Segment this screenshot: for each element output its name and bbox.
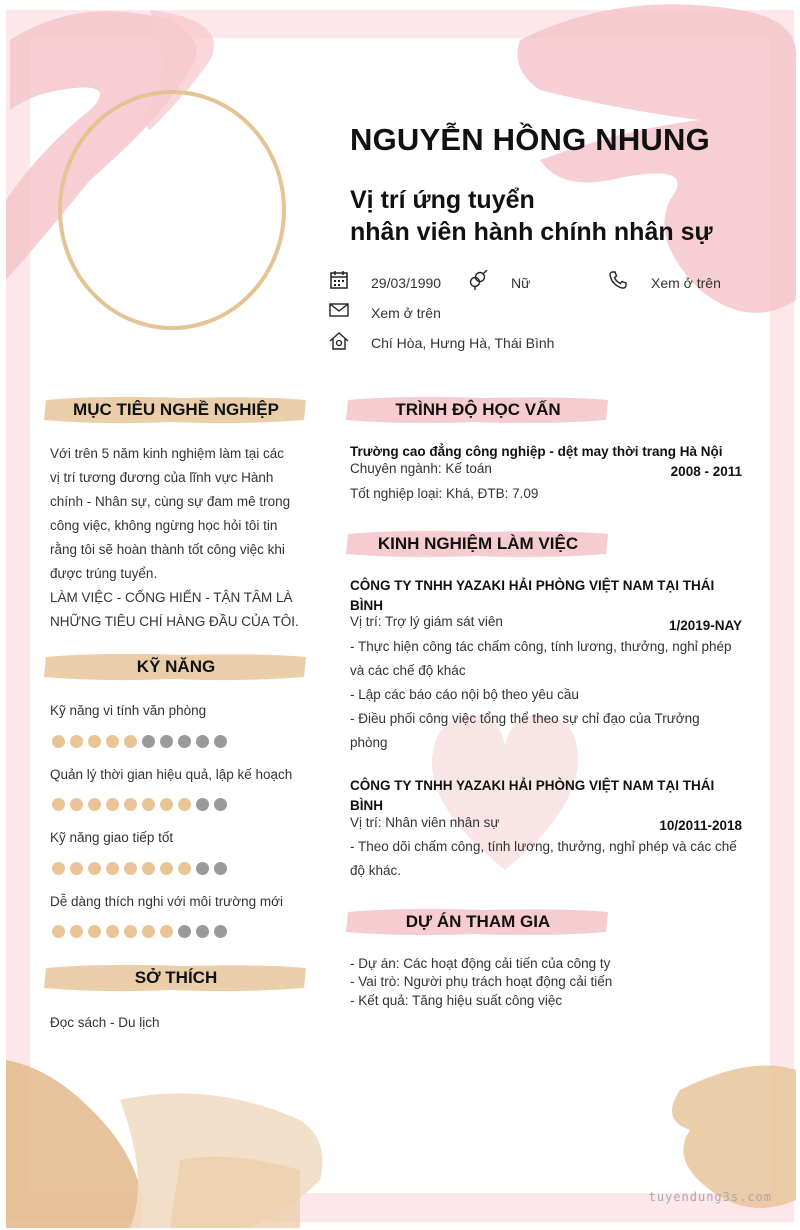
rating-dot-empty (196, 735, 209, 748)
rating-dot-filled (106, 798, 119, 811)
rating-dot-filled (124, 798, 137, 811)
rating-dot-filled (70, 925, 83, 938)
job-line: và các chế độ khác (350, 663, 466, 678)
rating-dot-empty (214, 735, 227, 748)
skill-rating (52, 735, 227, 748)
rating-dot-filled (106, 862, 119, 875)
objective-line: NHỮNG TIÊU CHÍ HÀNG ĐẦU CỦA TÔI. (50, 614, 299, 629)
job-line: - Lập các báo cáo nội bộ theo yêu cầu (350, 687, 579, 702)
rating-dot-filled (52, 925, 65, 938)
education-period: 2008 - 2011 (670, 464, 742, 479)
position-line-1: Vị trí ứng tuyển (350, 186, 535, 214)
rating-dot-empty (178, 925, 191, 938)
rating-dot-filled (142, 798, 155, 811)
objective-line: rằng tôi sẽ hoàn thành tốt công việc khi (50, 542, 285, 557)
position-line-2: nhân viên hành chính nhân sự (350, 218, 713, 246)
skill-label: Quản lý thời gian hiệu quả, lập kế hoạch (50, 767, 293, 782)
candidate-name: NGUYỄN HỒNG NHUNG (350, 122, 710, 157)
experience-title: KINH NGHIỆM LÀM VIỆC (377, 534, 579, 553)
tan-brush-bottom-left (0, 1040, 340, 1230)
rating-dot-filled (52, 735, 65, 748)
position-title (350, 184, 713, 248)
project-line: - Kết quả: Tăng hiệu suất công việc (350, 993, 563, 1008)
job-period: 1/2019-NAY (668, 618, 742, 633)
skill-rating (52, 862, 227, 875)
skill-label: Kỹ năng vi tính văn phòng (50, 703, 207, 718)
skill-label: Kỹ năng giao tiếp tốt (50, 830, 174, 845)
objective-line: vị trí tương đương của lĩnh vực Hành (50, 470, 274, 485)
objective-line: Với trên 5 năm kinh nghiệm làm tại các (50, 446, 284, 461)
education-title: TRÌNH ĐỘ HỌC VẤN (395, 400, 561, 419)
rating-dot-filled (88, 862, 101, 875)
rating-dot-filled (124, 862, 137, 875)
job-line: - Điều phối công việc tổng thể theo sự chỉ đạo của Trưởng (350, 711, 700, 726)
rating-dot-empty (214, 862, 227, 875)
rating-dot-empty (196, 798, 209, 811)
job-role: Vị trí: Trợ lý giám sát viên (350, 614, 503, 629)
rating-dot-filled (160, 798, 173, 811)
rating-dot-filled (178, 862, 191, 875)
job-company: CÔNG TY TNHH YAZAKI HẢI PHÒNG VIỆT NAM TẠI THÁI (350, 578, 715, 593)
rating-dot-filled (124, 925, 137, 938)
project-line: - Vai trò: Người phụ trách hoạt động cải tiến (350, 974, 613, 989)
rating-dot-empty (142, 735, 155, 748)
objective-line: LÀM VIỆC - CỐNG HIẾN - TẬN TÂM LÀ (50, 590, 293, 605)
job-role: Vị trí: Nhân viên nhân sự (350, 815, 500, 830)
rating-dot-filled (88, 925, 101, 938)
job-line: phòng (350, 735, 388, 750)
hobbies-text: Đọc sách - Du lịch (50, 1015, 160, 1030)
objective-title: MỤC TIÊU NGHỀ NGHIỆP (73, 400, 279, 419)
rating-dot-empty (214, 798, 227, 811)
phone-icon (608, 270, 628, 290)
objective-text (50, 442, 320, 634)
rating-dot-filled (88, 798, 101, 811)
address-value: Chí Hòa, Hưng Hà, Thái Bình (371, 335, 555, 351)
rating-dot-filled (106, 735, 119, 748)
job-company-cont: BÌNH (350, 798, 383, 813)
rating-dot-filled (52, 862, 65, 875)
objective-line: được trúng tuyển. (50, 566, 158, 581)
dob-value: 29/03/1990 (371, 275, 442, 291)
job-company: CÔNG TY TNHH YAZAKI HẢI PHÒNG VIỆT NAM TẠI THÁI (350, 778, 715, 793)
home-icon (329, 331, 349, 351)
rating-dot-filled (70, 798, 83, 811)
rating-dot-empty (214, 925, 227, 938)
pink-brush-top-right (500, 0, 800, 340)
rating-dot-empty (160, 735, 173, 748)
education-grade: Tốt nghiệp loại: Khá, ĐTB: 7.09 (350, 486, 539, 501)
site-watermark: tuyendung3s.com (648, 1190, 772, 1204)
job-line: độ khác. (350, 863, 402, 878)
objective-line: chính - Nhân sự, cùng sự đam mê trong (50, 494, 291, 509)
job-line: - Theo dõi chấm công, tính lương, thưởng, nghỉ phép và các chế (350, 839, 737, 854)
rating-dot-empty (178, 735, 191, 748)
job-period: 10/2011-2018 (659, 818, 742, 833)
education-school: Trường cao đẳng công nghiệp - dệt may thời trang Hà Nội (350, 444, 723, 459)
rating-dot-filled (142, 925, 155, 938)
rating-dot-filled (124, 735, 137, 748)
job-company-cont: BÌNH (350, 598, 383, 613)
rating-dot-filled (142, 862, 155, 875)
rating-dot-filled (178, 798, 191, 811)
rating-dot-filled (52, 798, 65, 811)
gender-value: Nữ (511, 275, 531, 291)
rating-dot-filled (70, 735, 83, 748)
rating-dot-filled (70, 862, 83, 875)
rating-dot-filled (106, 925, 119, 938)
calendar-icon (329, 270, 349, 290)
rating-dot-empty (196, 862, 209, 875)
job-line: - Thực hiện công tác chấm công, tính lương, thưởng, nghỉ phép (350, 639, 732, 654)
gender-icon (468, 270, 488, 290)
rating-dot-filled (88, 735, 101, 748)
projects-title: DỰ ÁN THAM GIA (405, 912, 551, 931)
education-major: Chuyên ngành: Kế toán (350, 461, 492, 476)
email-value: Xem ở trên (371, 305, 441, 321)
project-line: - Dự án: Các hoạt động cải tiến của công ty (350, 956, 611, 971)
objective-line: công việc, không ngừng học hỏi tôi tin (50, 518, 278, 533)
job-description (350, 835, 750, 883)
rating-dot-filled (160, 925, 173, 938)
hobbies-title: SỞ THÍCH (134, 968, 218, 987)
skill-rating (52, 925, 227, 938)
rating-dot-filled (160, 862, 173, 875)
skill-label: Dễ dàng thích nghi với môi trường mới (50, 894, 283, 909)
job-description (350, 635, 750, 755)
photo-placeholder (58, 90, 286, 330)
rating-dot-empty (196, 925, 209, 938)
skills-title: KỸ NĂNG (136, 657, 216, 676)
phone-value: Xem ở trên (651, 275, 721, 291)
skill-rating (52, 798, 227, 811)
email-icon (329, 300, 349, 320)
